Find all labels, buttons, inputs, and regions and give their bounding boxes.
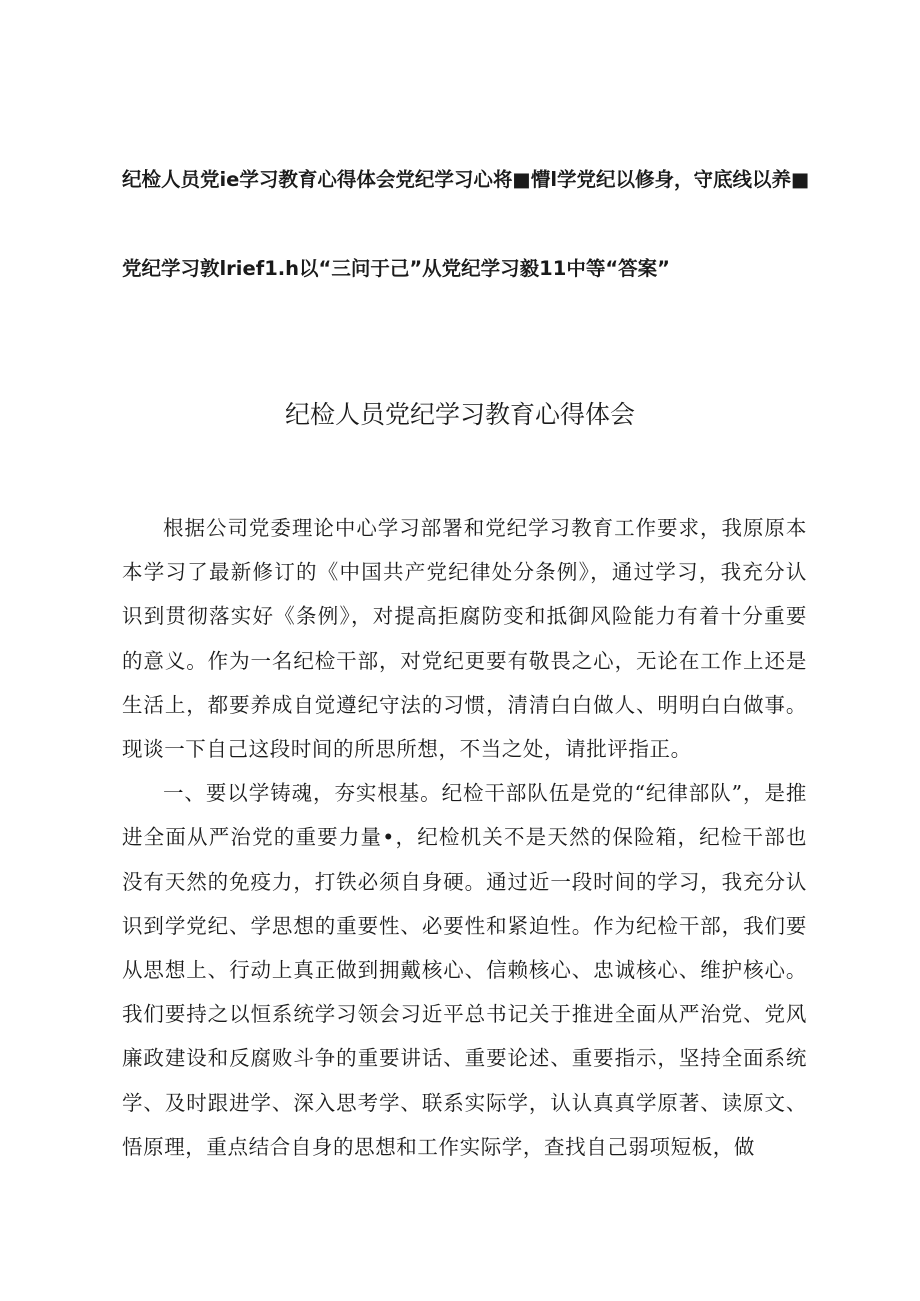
document-body [122, 506, 807, 1169]
paragraph-section-1: 一、要以学铸魂，夯实根基。纪检干部队伍是党的“纪律部队”，是推进全面从严治党的重要力量•，纪检机关不是天然的保险箱，纪检干部也没有天然的免疫力，打铁必须自身硬。通过近一段时间的学习，我充分认识到学党纪、学思想的重要性、必要性和紧迫性。作为纪检干部，我们要从思想上、行动上真正做到拥戴核心、信赖核心、忠诚核心、维护核心。我们要持之以恒系统学习领会习近平总书记关于推进全面从严治党、党风廉政建设和反腐败斗争的重要讲话、重要论述、重要指示，坚持全面系统学、及时跟进学、深入思考学、联系实际学，认认真真学原著、读原文、悟原理，重点结合自身的思想和工作实际学，查找自己弱项短板，做 [122, 781, 807, 1159]
header-line-2: 党纪学习敦lrief1.h以“三问于己”从党纪学习毅11中等“答案” [122, 257, 670, 280]
document-title: 纪检人员党纪学习教育心得体会 [284, 400, 635, 429]
header-line-1: 纪检人员党ie学习教育心得体会党纪学习心将■懵l学党纪以修身，守底线以养■ [122, 168, 810, 191]
paragraph-intro: 根据公司党委理论中心学习部署和党纪学习教育工作要求，我原原本本学习了最新修订的《中国共产党纪律处分条例》，通过学习，我充分认识到贯彻落实好《条例》，对提高拒腐防变和抵御风险能力有着十分重要的意义。作为一名纪检干部，对党纪更要有敬畏之心，无论在工作上还是生活上，都要养成自觉遵纪守法的习惯，清清白白做人、明明白白做事。现谈一下自己这段时间的所思所想，不当之处，请批评指正。 [122, 516, 807, 762]
